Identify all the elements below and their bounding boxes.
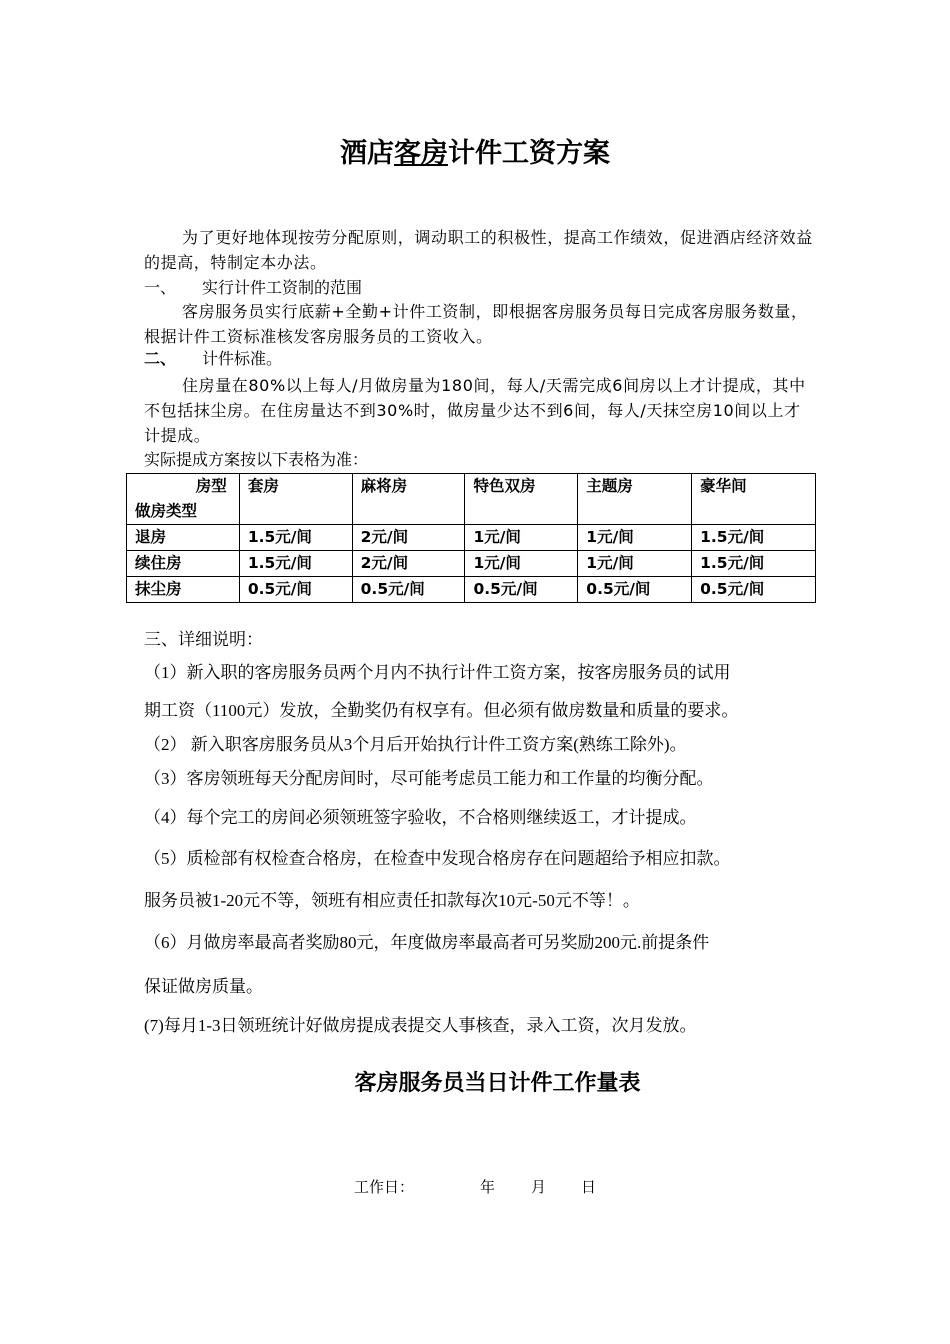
corner-service-type: 做房类型 bbox=[135, 502, 198, 520]
table-cell: 0.5元/间 bbox=[692, 577, 816, 603]
detail-line: （3）客房领班每天分配房间时，尽可能考虑员工能力和工作量的均衡分配。 bbox=[144, 769, 714, 788]
detail-line: （2） 新入职客房服务员从3个月后开始执行计件工资方案(熟练工除外)。 bbox=[144, 735, 687, 754]
section2-title: 计件标准。 bbox=[202, 349, 283, 368]
table-cell: 2元/间 bbox=[352, 551, 465, 577]
detail-line: （1）新入职的客房服务员两个月内不执行计件工资方案，按客房服务员的试用 bbox=[144, 663, 731, 682]
section1-title: 实行计件工资制的范围 bbox=[202, 278, 363, 297]
table-intro: 实际提成方案按以下表格为准： bbox=[144, 450, 369, 469]
year-label: 年 bbox=[480, 1178, 496, 1196]
row-label: 退房 bbox=[127, 525, 240, 551]
detail-line: （5）质检部有权检查合格房，在检查中发现合格房存在问题超给予相应扣款。 bbox=[144, 849, 731, 868]
section1-number: 一、 bbox=[144, 278, 177, 297]
column-header: 套房 bbox=[239, 474, 352, 525]
table-cell: 1.5元/间 bbox=[239, 525, 352, 551]
table-cell: 1元/间 bbox=[578, 551, 692, 577]
table-cell: 0.5元/间 bbox=[239, 577, 352, 603]
table-cell: 1元/间 bbox=[465, 551, 578, 577]
column-header: 麻将房 bbox=[352, 474, 465, 525]
table-cell: 2元/间 bbox=[352, 525, 465, 551]
section2-paragraph: 住房量在80%以上每人/月做房量为180间，每人/天需完成6间房以上才计提成，其中不包括抹尘房。在住房量达不到30%时，做房量少达不到6间，每人/天抹空房10间以上才计提成。 bbox=[144, 376, 806, 445]
table-cell: 1元/间 bbox=[465, 525, 578, 551]
table-cell: 0.5元/间 bbox=[578, 577, 692, 603]
title-part-1: 酒店 bbox=[340, 138, 394, 169]
table-cell: 1.5元/间 bbox=[692, 525, 816, 551]
table-row bbox=[127, 525, 816, 551]
column-header: 主题房 bbox=[578, 474, 692, 525]
detail-line: 服务员被1-20元不等，领班有相应责任扣款每次10元-50元不等！。 bbox=[144, 891, 640, 910]
section1-paragraph: 客房服务员实行底薪+全勤+计件工资制，即根据客房服务员每日完成客房服务数量，根据计件工资标准核发客房服务员的工资收入。 bbox=[144, 302, 808, 346]
section2-number: 二、 bbox=[144, 349, 177, 368]
detail-line: 期工资（1100元）发放，全勤奖仍有权享有。但必须有做房数量和质量的要求。 bbox=[144, 701, 739, 720]
title-part-2: 计件工资方案 bbox=[448, 138, 610, 169]
section1-heading bbox=[144, 277, 362, 299]
table-cell: 1.5元/间 bbox=[239, 551, 352, 577]
row-label: 抹尘房 bbox=[127, 577, 240, 603]
intro-paragraph: 为了更好地体现按劳分配原则，调动职工的积极性，提高工作绩效，促进酒店经济效益的提高，特制定本办法。 bbox=[144, 228, 813, 272]
table-cell: 1.5元/间 bbox=[692, 551, 816, 577]
column-header: 豪华间 bbox=[692, 474, 816, 525]
section2-heading bbox=[144, 348, 282, 370]
table-cell: 1元/间 bbox=[578, 525, 692, 551]
table-corner-cell bbox=[127, 474, 240, 525]
corner-room-type: 房型 bbox=[195, 477, 227, 495]
table-header-row bbox=[127, 474, 816, 525]
workday-label: 工作日： bbox=[354, 1178, 415, 1196]
section3-heading: 三、详细说明： bbox=[144, 630, 263, 649]
table-cell: 0.5元/间 bbox=[465, 577, 578, 603]
day-label: 日 bbox=[581, 1178, 597, 1196]
table-row bbox=[127, 551, 816, 577]
worksheet-title: 客房服务员当日计件工作量表 bbox=[354, 1071, 641, 1096]
commission-rate-table bbox=[126, 473, 816, 603]
detail-line: （6）月做房率最高者奖励80元，年度做房率最高者可另奖励200元.前提条件 bbox=[144, 933, 710, 952]
document-title bbox=[0, 131, 950, 170]
table-row bbox=[127, 577, 816, 603]
table-cell: 0.5元/间 bbox=[352, 577, 465, 603]
detail-line: (7)每月1-3日领班统计好做房提成表提交人事核查，录入工资，次月发放。 bbox=[144, 1016, 697, 1035]
column-header: 特色双房 bbox=[465, 474, 578, 525]
title-underlined-part: 客房 bbox=[394, 138, 448, 169]
detail-line: 保证做房质量。 bbox=[144, 977, 263, 996]
row-label: 续住房 bbox=[127, 551, 240, 577]
detail-line: （4）每个完工的房间必须领班签字验收，不合格则继续返工，才计提成。 bbox=[144, 808, 697, 827]
month-label: 月 bbox=[531, 1178, 547, 1196]
